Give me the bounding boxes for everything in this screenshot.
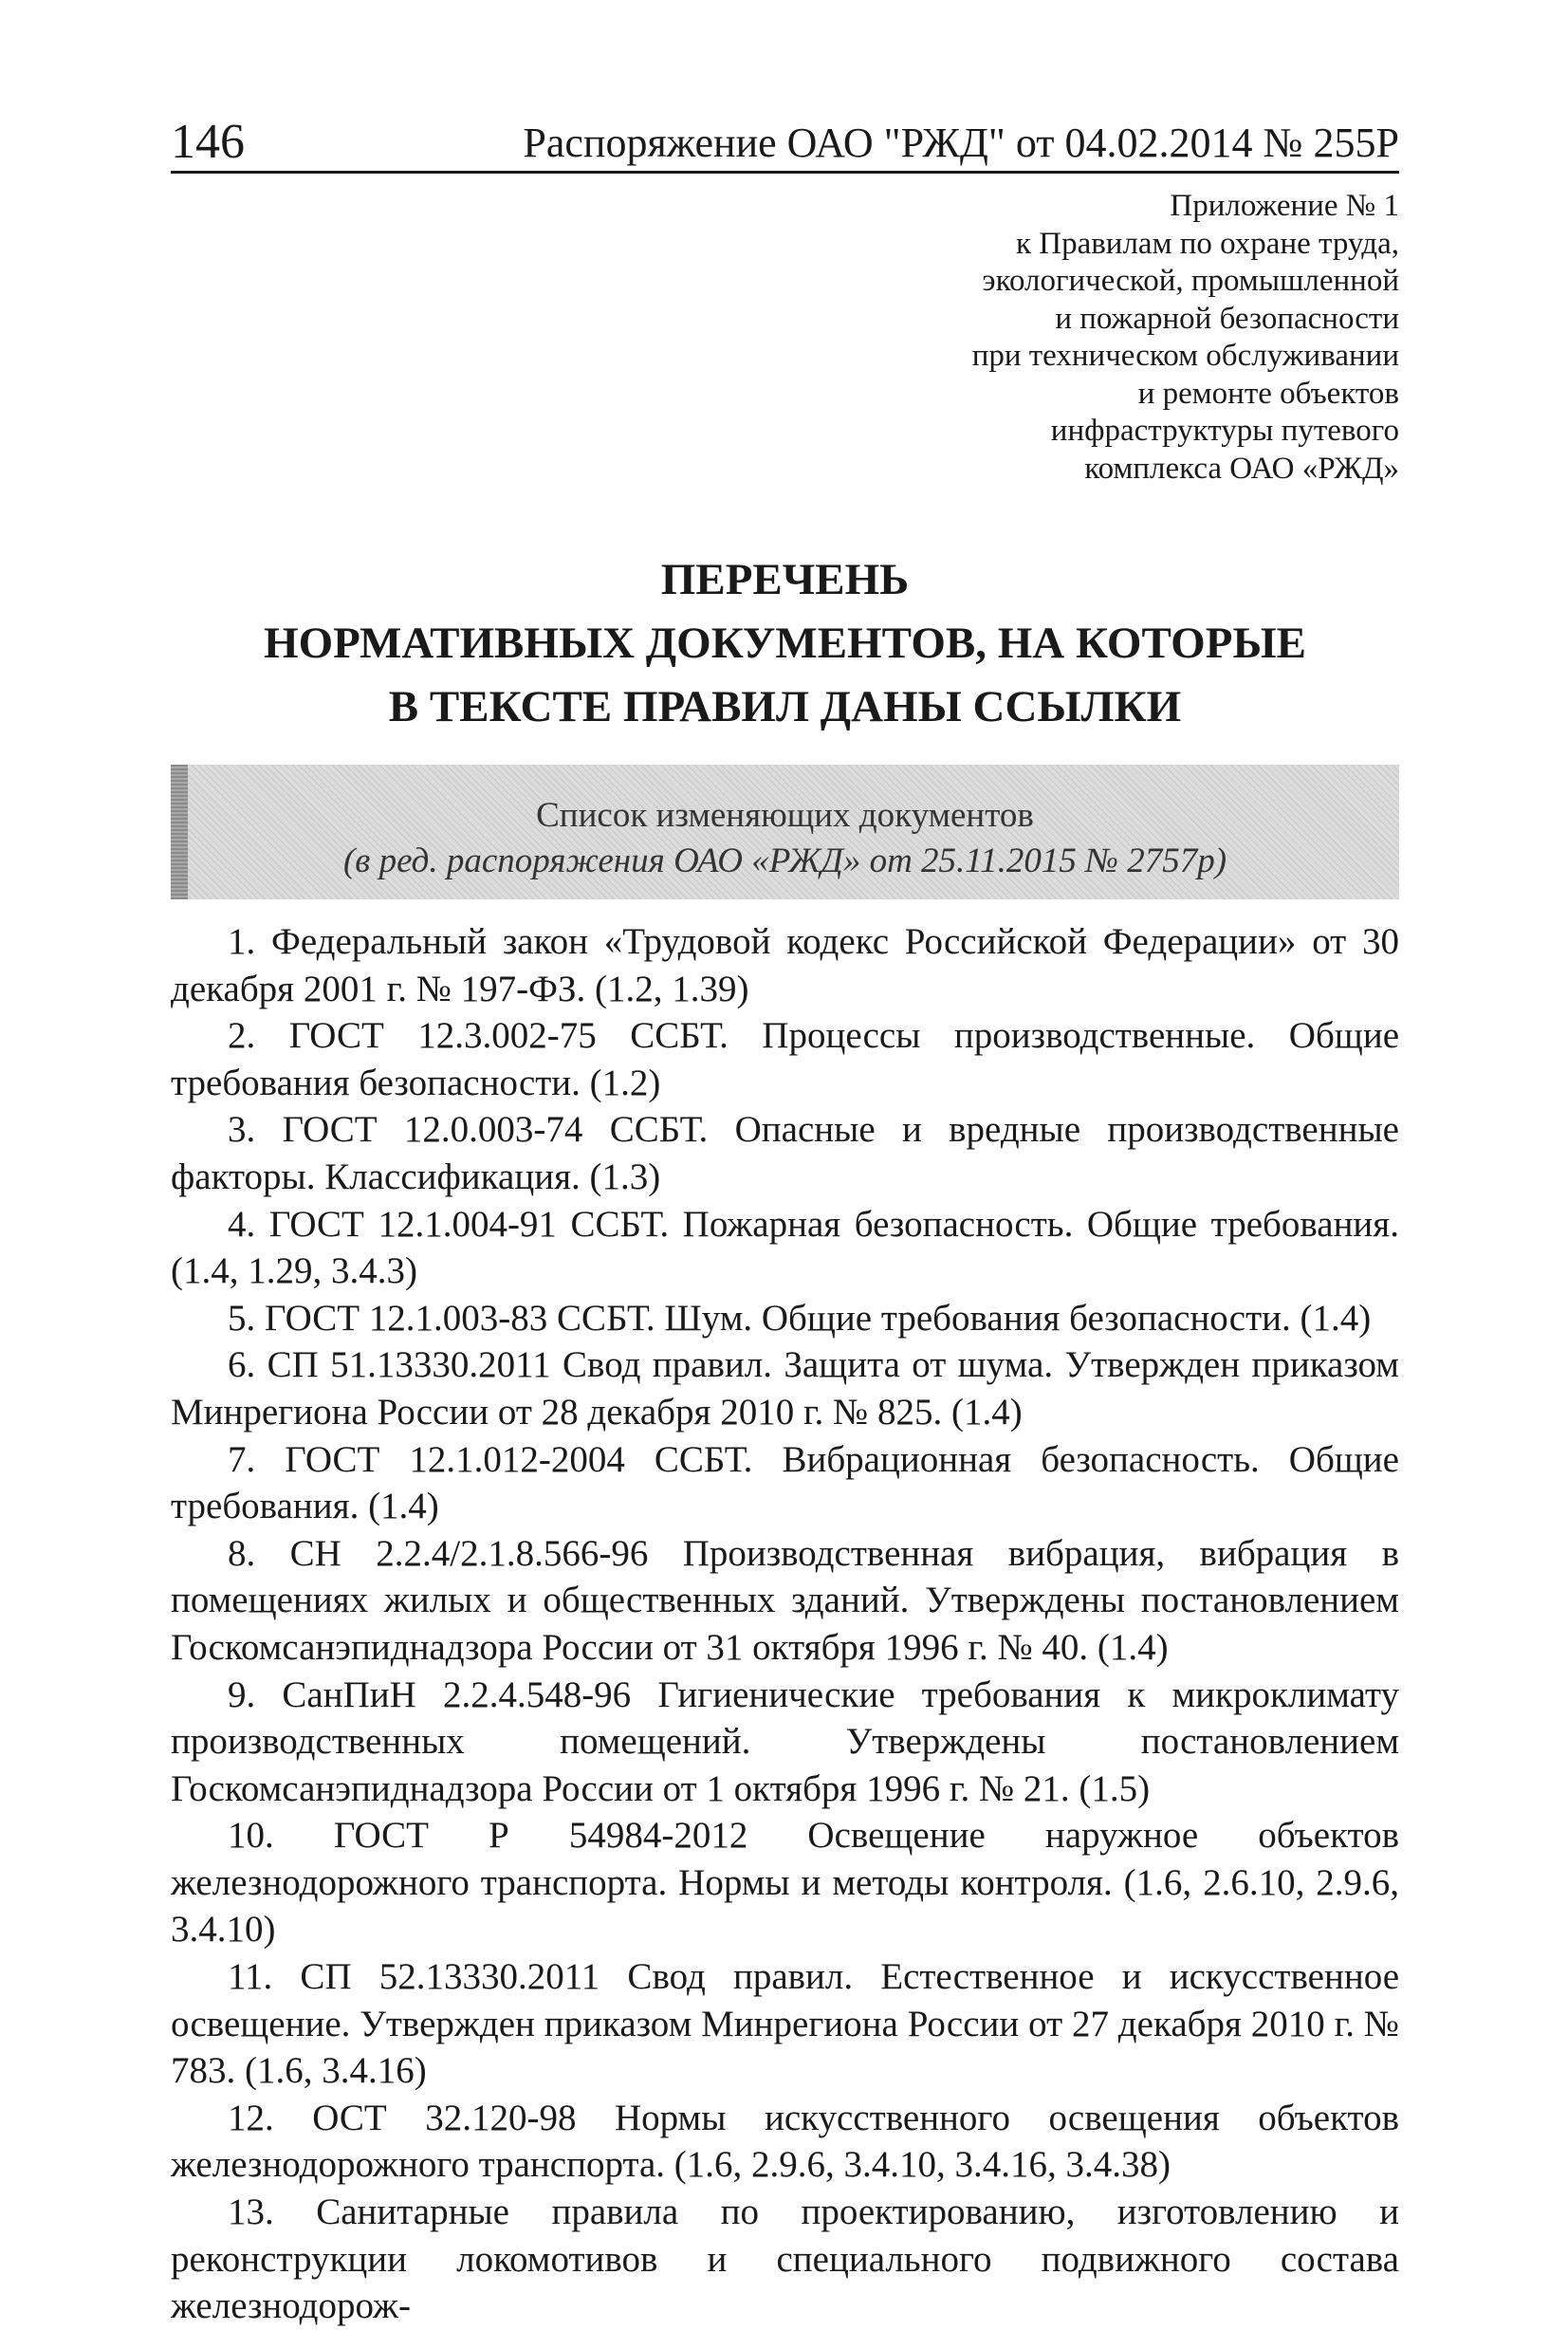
title-line: ПЕРЕЧЕНЬ bbox=[660, 555, 910, 604]
running-header bbox=[171, 112, 1399, 174]
list-item: 7. ГОСТ 12.1.012-2004 ССБТ. Вибрационная безопасность. Общие требования. (1.4) bbox=[171, 1438, 1399, 1527]
appendix-line: и ремонте объектов bbox=[1137, 376, 1399, 411]
appendix-note bbox=[972, 188, 1399, 488]
appendix-line: инфраструктуры путевого bbox=[1050, 414, 1399, 448]
list-item: 2. ГОСТ 12.3.002-75 ССБТ. Процессы производственные. Общие требования безопасности. (1.2) bbox=[171, 1015, 1399, 1103]
amendments-reference: (в ред. распоряжения ОАО «РЖД» от 25.11.2015 № 2757р) bbox=[342, 841, 1227, 880]
page-number: 146 bbox=[171, 115, 245, 169]
list-item: 10. ГОСТ Р 54984-2012 Освещение наружное объектов железнодорожного транспорта. Нормы и методы контроля. (1.6, 2.6.10, 2.9.6, 3.4.10) bbox=[171, 1815, 1399, 1951]
amendments-heading: Список изменяющих документов bbox=[536, 796, 1034, 835]
appendix-line: к Правилам по охране труда, bbox=[1015, 226, 1399, 261]
amendments-box bbox=[171, 765, 1399, 899]
title-line: В ТЕКСТЕ ПРАВИЛ ДАНЫ ССЫЛКИ bbox=[388, 682, 1182, 731]
documents-list bbox=[171, 918, 1399, 2330]
document-title bbox=[171, 548, 1399, 739]
appendix-line: экологической, промышленной bbox=[982, 264, 1399, 298]
list-item: 4. ГОСТ 12.1.004-91 ССБТ. Пожарная безопасность. Общие требования. (1.4, 1.29, 3.4.3) bbox=[171, 1203, 1399, 1292]
list-item: 9. СанПиН 2.2.4.548-96 Гигиенические требования к микроклимату производственных помещений. Утверждены постановлением Госкомсанэпиднадзора России от 1 октября 1996 г. № 21. (1.5) bbox=[171, 1674, 1399, 1809]
header-title: Распоряжение ОАО "РЖД" от 04.02.2014 № 255Р bbox=[523, 120, 1399, 166]
list-item: 11. СП 52.13330.2011 Свод правил. Естественное и искусственное освещение. Утвержден приказом Минрегиона России от 27 декабря 2010 г. № 783. (1.6, 3.4.16) bbox=[171, 1956, 1399, 2092]
list-item: 12. ОСТ 32.120-98 Нормы искусственного освещения объектов железнодорожного транспорта. (1.6, 2.9.6, 3.4.10, 3.4.16, 3.4.38) bbox=[171, 2097, 1399, 2186]
list-item: 3. ГОСТ 12.0.003-74 ССБТ. Опасные и вредные производственные факторы. Классификация. (1.3) bbox=[171, 1109, 1399, 1197]
appendix-line: при техническом обслуживании bbox=[971, 339, 1399, 373]
list-item: 1. Федеральный закон «Трудовой кодекс Российской Федерации» от 30 декабря 2001 г. № 197-ФЗ. (1.2, 1.39) bbox=[171, 921, 1399, 1009]
list-item: 13. Санитарные правила по проектированию, изготовлению и реконструкции локомотивов и специального подвижного состава железнодорож- bbox=[171, 2191, 1399, 2327]
list-item: 5. ГОСТ 12.1.003-83 ССБТ. Шум. Общие требования безопасности. (1.4) bbox=[228, 1297, 1372, 1339]
appendix-line: комплекса ОАО «РЖД» bbox=[1084, 451, 1399, 486]
list-item: 8. СН 2.2.4/2.1.8.566-96 Производственная вибрация, вибрация в помещениях жилых и общественных зданий. Утверждены постановлением Госкомсанэпиднадзора России от 31 октября 1996 г. № 40. (1.4) bbox=[171, 1532, 1399, 1668]
list-item: 6. СП 51.13330.2011 Свод правил. Защита от шума. Утвержден приказом Минрегиона России от 28 декабря 2010 г. № 825. (1.4) bbox=[171, 1344, 1399, 1433]
appendix-line: Приложение № 1 bbox=[1170, 189, 1399, 223]
appendix-line: и пожарной безопасности bbox=[1055, 301, 1399, 336]
title-line: НОРМАТИВНЫХ ДОКУМЕНТОВ, НА КОТОРЫЕ bbox=[264, 619, 1306, 668]
